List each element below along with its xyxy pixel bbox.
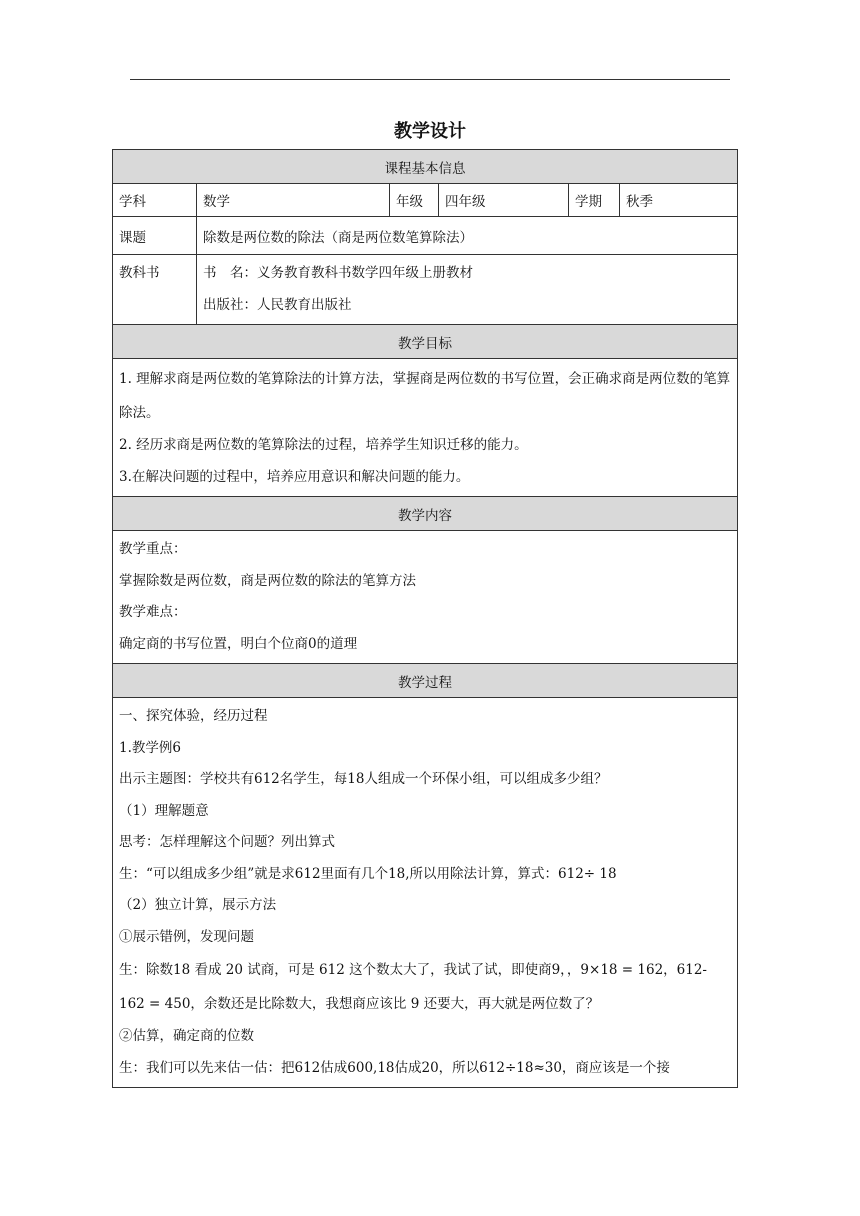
textbook-info: [197, 255, 738, 325]
process-line: ①展示错例，发现问题: [119, 928, 254, 945]
basic-info-header: 课程基本信息: [113, 150, 738, 184]
goals-header-row: [113, 325, 738, 359]
process-line: （2）独立计算，展示方法: [119, 897, 277, 913]
lesson-design-table: [112, 149, 738, 1088]
goal-item-3: 3.在解决问题的过程中，培养应用意识和解决问题的能力。: [119, 468, 470, 485]
subject-value: 数学: [197, 184, 390, 217]
process-line: 生：“可以组成多少组”就是求612里面有几个18,所以用除法计算，算式：612÷ 18: [119, 865, 617, 882]
textbook-label: 教科书: [119, 265, 160, 281]
process-line: 思考：怎样理解这个问题？列出算式: [119, 834, 335, 850]
difficulty-label: 教学难点：: [119, 604, 187, 620]
textbook-publisher: 出版社：人民教育出版社: [203, 296, 352, 313]
goal-item-2: 2. 经历求商是两位数的笔算除法的过程，培养学生知识迁移的能力。: [119, 437, 528, 453]
subject-row: [113, 184, 738, 217]
subject-label: 学科: [113, 184, 197, 217]
difficulty-text: 确定商的书写位置，明白个位商0的道理: [119, 635, 358, 652]
document-title: 教学设计: [394, 121, 466, 142]
key-point-text: 掌握除数是两位数，商是两位数的除法的笔算方法: [119, 572, 416, 589]
process-list: [113, 698, 738, 1088]
content-header: 教学内容: [113, 497, 738, 531]
process-header: 教学过程: [113, 664, 738, 698]
goals-row: [113, 359, 738, 497]
goal-item-1: 1. 理解求商是两位数的笔算除法的计算方法，掌握商是两位数的书写位置，会正确求商是两位数的笔算除法。: [119, 371, 731, 421]
topic-row: [113, 217, 738, 255]
process-line: ②估算，确定商的位数: [119, 1028, 254, 1044]
grade-label: 年级: [390, 184, 439, 217]
textbook-name: 书 名：义务教育教科书数学四年级上册教材: [203, 265, 473, 281]
topic-label: 课题: [113, 217, 197, 255]
term-label: 学期: [569, 184, 620, 217]
term-value: 秋季: [620, 184, 738, 217]
grade-value: 四年级: [439, 184, 569, 217]
process-line: 一、探究体验，经历过程: [119, 708, 268, 724]
content-list: [113, 531, 738, 664]
textbook-row: [113, 255, 738, 325]
key-point-label: 教学重点：: [119, 541, 187, 557]
content-header-row: [113, 497, 738, 531]
process-line: 出示主题图：学校共有612名学生，每18人组成一个环保小组，可以组成多少组？: [119, 771, 608, 787]
basic-info-header-row: [113, 150, 738, 184]
goals-header: 教学目标: [113, 325, 738, 359]
process-line: （1）理解题意: [119, 802, 209, 819]
content-row: [113, 531, 738, 664]
process-line: 生：除数18 看成 20 试商，可是 612 这个数太大了，我试了试，即使商9，，9×18 = 162，612- 162 = 450，余数还是比除数大，我想商应该比 9 还要大，再大就是两位数了？: [119, 962, 707, 1012]
process-header-row: [113, 664, 738, 698]
header-rule: [130, 79, 730, 80]
process-line: 1.教学例6: [119, 739, 181, 756]
topic-value: 除数是两位数的除法（商是两位数笔算除法）: [197, 217, 738, 255]
goals-list: [113, 359, 738, 497]
process-row: [113, 698, 738, 1088]
process-line: 生：我们可以先来估一估：把612估成600,18估成20，所以612÷18≈30，商应该是一个接: [119, 1059, 670, 1076]
